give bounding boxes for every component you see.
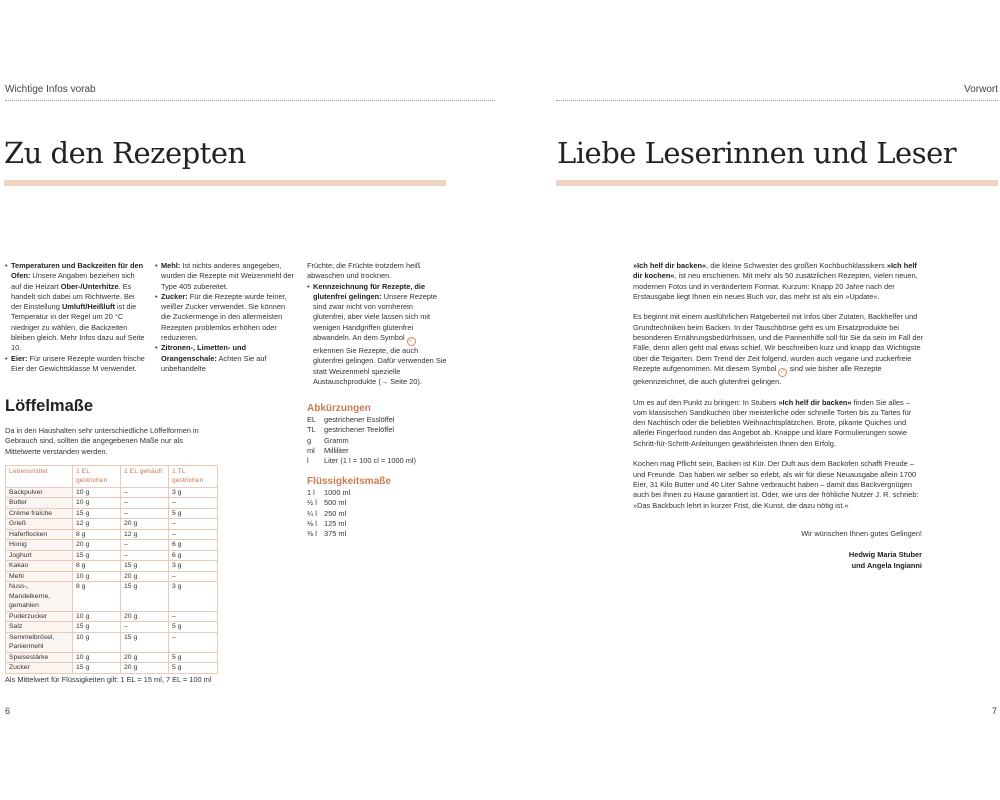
fluid-item-key: ⅜ l (307, 529, 317, 539)
glutenfree-icon: ✓ (780, 368, 786, 375)
table-cell-value: 10 g (73, 498, 121, 509)
table-cell-value: 10 g (73, 632, 121, 652)
title-underline (556, 180, 998, 186)
foreword-paragraph: Es beginnt mit einem ausführlichen Ratgeberteil mit Infos über Zutaten, Backhelfer und Grundtechniken beim Backen. In der Tauschbörse geht es um Ersatzprodukte bei besonderen Ernährungsbedürfnissen, und die Pannenhilfe soll für Sie da sein im Fall der Fälle, denn allen geht mal etwas schief. Wir beschreiben kurz und knapp das Wichtigste über die Teigarten. Dem Trend der Zeit folgend, wurden auch vegane und zuckerfreie Rezepte aufgenommen. Mit diesem Symbol ✓ sind wie bisher alle Rezepte gekennzeichnet, die auch glutenfrei gelingen. (633, 312, 924, 386)
table-cell-value: 15 g (73, 663, 121, 674)
table-cell-food: Honig (6, 540, 73, 551)
info-column-1 (5, 261, 145, 374)
table-row (6, 652, 218, 663)
table-cell-value: 8 g (73, 529, 121, 540)
table-row (6, 550, 218, 561)
table-cell-value: 5 g (169, 663, 218, 674)
table-cell-value: – (169, 611, 218, 622)
table-row (6, 529, 218, 540)
table-cell-value: – (169, 571, 218, 582)
spoon-measures-intro: Da in den Haushalten sehr unterschiedliche Löffelformen in Gebrauch sind, sollten die angegebenen Maße nur als Mittelwerte verstanden werden. (5, 426, 199, 456)
table-cell-value: – (169, 529, 218, 540)
table-cell-value: 6 g (169, 550, 218, 561)
table-row (6, 611, 218, 622)
spoon-measures-heading: Löffelmaße (5, 397, 94, 415)
foreword-paragraph: Um es auf den Punkt zu bringen: In Stubers »Ich helf dir backen« finden Sie alles – vom klassischen Sandkuchen über meisterliche oder schnelle Torten bis zu Tartes für den Nachtisch oder die beliebten Weihnachtsplätzchen. Brote, pikante Quiches und allerlei Fingerfood runden das Angebot ab. Knappe und klare Formulierungen sowie Schritt-für-Schritt-Anleitungen gewährleisten Ihnen den Erfolg. (633, 397, 912, 448)
running-head: Vorwort (964, 84, 998, 95)
table-cell-value: 12 g (73, 519, 121, 530)
abbreviation-item-value: gestrichener Teelöffel (324, 425, 394, 435)
table-row (6, 561, 218, 572)
table-row (6, 663, 218, 674)
page-number: 6 (5, 706, 11, 716)
fluid-item (307, 498, 346, 508)
bullet-flour: • Mehl: Ist nichts anderes angegeben, wurden die Rezepte mit Weizenmehl der Type 405 zubereitet. (155, 261, 295, 292)
fluid-item-value: 125 ml (324, 518, 347, 528)
table-cell-value: 15 g (121, 582, 169, 612)
signature-line-1: Hedwig Maria Stuber (848, 550, 922, 559)
fluid-measures-heading: Flüssigkeitsmaße (307, 476, 391, 487)
table-cell-food: Crème fraîche (6, 508, 73, 519)
info-column-2 (155, 261, 295, 374)
table-cell-value: 20 g (121, 519, 169, 530)
abbreviation-item (307, 415, 395, 425)
table-cell-value: 8 g (73, 561, 121, 572)
table-cell-value: 15 g (73, 550, 121, 561)
abbreviation-item-value: Liter (1 l = 100 cl = 1000 ml) (324, 456, 417, 466)
bullet-oven: • Temperaturen und Backzeiten für den Ofen: Unsere Angaben beziehen sich auf die Heizart Ober-/Unterhitze. Es handelt sich dabei um Richtwerte. Bei der Einstellung Umluft/Heißluft ist die Temperatur in der Regel um 20 °C niedriger zu wählen, die Backzeiten bleiben gleich. Mehr Infos dazu auf Seite 10. (5, 261, 145, 354)
bullet-eggs: • Eier: Für unsere Rezepte wurden frische Eier der Gewichtsklasse M verwendet. (5, 354, 145, 375)
table-cell-food: Grieß (6, 519, 73, 530)
table-cell-value: 5 g (169, 652, 218, 663)
foreword-paragraph: Kochen mag Pflicht sein, Backen ist Kür. Der Duft aus dem Backofen schafft Freude – und Freunde. Das haben wir selber so erlebt, als wir für diese Neuausgabe allein 1700 Eier, 31 Kilo Butter und 40 Liter Sahne verbraucht haben – damit das Backvergnügen auch bei Ihnen zu Hause garantiert ist. Oder, wie uns der fröhliche Nutzer J. R. schrieb: »Das Backbuch lehrt in kurzer Frist, die Kunst, die dazu nötig ist.« (633, 459, 919, 510)
abbreviation-item-value: gestrichener Esslöffel (324, 415, 395, 424)
table-cell-value: 3 g (169, 582, 218, 612)
table-cell-value: 5 g (169, 508, 218, 519)
table-cell-food: Salz (6, 622, 73, 633)
table-cell-value: – (121, 550, 169, 561)
table-cell-food: Semmelbrösel, Paniermehl (6, 632, 73, 652)
table-row (6, 519, 218, 530)
table-row (6, 622, 218, 633)
table-cell-value: – (121, 622, 169, 633)
abbreviation-item (307, 446, 349, 456)
table-cell-value: 15 g (121, 561, 169, 572)
abbreviation-item-key: l (307, 456, 309, 466)
table-cell-food: Zucker (6, 663, 73, 674)
running-head: Wichtige Infos vorab (5, 84, 96, 95)
abbreviations-heading: Abkürzungen (307, 403, 371, 414)
table-header: 1 EL gestrichen (73, 466, 121, 488)
fluid-footnote: Als Mittelwert für Flüssigkeiten gilt: 1 EL = 15 ml, 7 EL = 100 ml (5, 675, 212, 684)
table-cell-food: Speisestärke (6, 652, 73, 663)
table-cell-value: 6 g (169, 540, 218, 551)
abbreviation-item (307, 456, 416, 466)
table-cell-value: – (121, 498, 169, 509)
table-cell-food: Puderzucker (6, 611, 73, 622)
table-cell-value: 20 g (121, 652, 169, 663)
fluid-item-key: ¼ l (307, 508, 317, 518)
table-cell-food: Butter (6, 498, 73, 509)
table-cell-value: 10 g (73, 652, 121, 663)
table-cell-value: 15 g (73, 622, 121, 633)
info-column-3 (307, 261, 447, 387)
foreword-text (633, 261, 925, 511)
closing-line: Wir wünschen Ihnen gutes Gelingen! (801, 529, 922, 538)
table-row (6, 540, 218, 551)
table-cell-value: 20 g (73, 540, 121, 551)
fluid-item (307, 519, 346, 529)
abbreviation-item-key: ml (307, 445, 315, 455)
abbreviation-item (307, 436, 349, 446)
header-rule (5, 100, 495, 101)
fluid-item (307, 488, 350, 498)
bullet-glutenfree: • Kennzeichnung für Rezepte, die glutenfrei gelingen: Unsere Rezepte sind zwar nicht von vornherein glutenfrei, aber viele lassen sich mit wenigen Handgriffen glutenfrei abwandeln. An dem Symbol ✓ erkennen Sie Rezepte, die auch glutenfrei gelingen. Dafür verwenden Sie statt Weizenmehl spezielle Austauschprodukte (→ Seite 20). (307, 282, 447, 388)
table-cell-value: – (169, 519, 218, 530)
table-cell-value: 5 g (169, 622, 218, 633)
table-cell-value: 12 g (121, 529, 169, 540)
page-title: Liebe Leserinnen und Leser (557, 136, 957, 170)
bullet-zest: • Zitronen-, Limetten- und Orangenschale: Achten Sie auf unbehandelte (155, 343, 295, 374)
title-underline (4, 180, 446, 186)
page-title: Zu den Rezepten (4, 136, 246, 170)
table-header: Lebensmittel (6, 466, 73, 488)
table-cell-value: – (169, 632, 218, 652)
abbreviation-item-key: EL (307, 415, 317, 424)
fluid-item-key: 1 l (307, 488, 315, 497)
table-cell-food: Nuss-, Mandelkerne, gemahlen (6, 582, 73, 612)
fluid-item (307, 509, 346, 519)
table-cell-value: 8 g (73, 582, 121, 612)
table-cell-value: 3 g (169, 561, 218, 572)
foreword-paragraph: »Ich helf dir backen«, die kleine Schwester des großen Kochbuchklassikers »Ich helf dir kochen«, ist neu erschienen. Mit mehr als 50 zusätzlichen Rezepten, vielen neuen, modernen Fotos und in verändertem Format. Kurzum: Knapp 20 Jahre nach der Erstausgabe liegt Ihnen ein neues Buch vor, das mehr ist als ein »Update«. (633, 261, 918, 301)
table-row (6, 632, 218, 652)
fluid-item-value: 375 ml (324, 529, 347, 539)
table-row (6, 571, 218, 582)
zest-continued: Früchte; die Früchte trotzdem heiß abwaschen und trocknen. (307, 261, 421, 281)
table-row (6, 508, 218, 519)
fluid-item-value: 250 ml (324, 508, 347, 518)
right-page (500, 0, 1000, 800)
table-cell-value: 15 g (73, 508, 121, 519)
table-cell-food: Backpulver (6, 487, 73, 498)
abbreviation-item (307, 425, 394, 435)
abbreviation-item-value: Gramm (324, 435, 349, 445)
table-cell-food: Mehl (6, 571, 73, 582)
abbreviation-item-value: Milliliter (324, 445, 349, 455)
fluid-item-value: 500 ml (324, 498, 347, 508)
fluid-item (307, 529, 346, 539)
table-cell-value: – (169, 498, 218, 509)
fluid-item-value: 1000 ml (324, 488, 351, 497)
table-cell-value: 3 g (169, 487, 218, 498)
table-cell-value: 10 g (73, 571, 121, 582)
table-header: 1 EL gehäuft (121, 466, 169, 488)
spoon-measures-table (5, 465, 218, 674)
abbreviation-item-key: g (307, 435, 312, 445)
table-cell-value: 10 g (73, 611, 121, 622)
table-cell-value: 10 g (73, 487, 121, 498)
table-cell-value: – (121, 487, 169, 498)
table-cell-value: – (121, 508, 169, 519)
table-cell-food: Joghurt (6, 550, 73, 561)
table-row (6, 498, 218, 509)
signature-line-2: und Angela Ingianni (851, 561, 922, 570)
bullet-sugar: • Zucker: Für die Rezepte wurde feiner, weißer Zucker verwendet. Sie können die Zuckermenge in den allermeisten Rezepten problemlos erhöhen oder reduzieren. (155, 292, 295, 343)
table-cell-food: Haferflocken (6, 529, 73, 540)
table-cell-value: – (121, 540, 169, 551)
fluid-item-key: ½ l (307, 498, 317, 508)
table-cell-value: 20 g (121, 611, 169, 622)
abbreviation-item-key: TL (307, 425, 316, 435)
table-cell-food: Kakao (6, 561, 73, 572)
glutenfree-icon: ✓ (408, 338, 414, 345)
table-header: 1 TL gestrichen (169, 466, 218, 488)
table-cell-value: 15 g (121, 632, 169, 652)
page-number: 7 (991, 706, 997, 716)
table-row (6, 582, 218, 612)
header-rule (556, 100, 998, 101)
fluid-item-key: ⅛ l (307, 518, 317, 528)
table-cell-value: 20 g (121, 571, 169, 582)
table-row (6, 487, 218, 498)
table-cell-value: 20 g (121, 663, 169, 674)
